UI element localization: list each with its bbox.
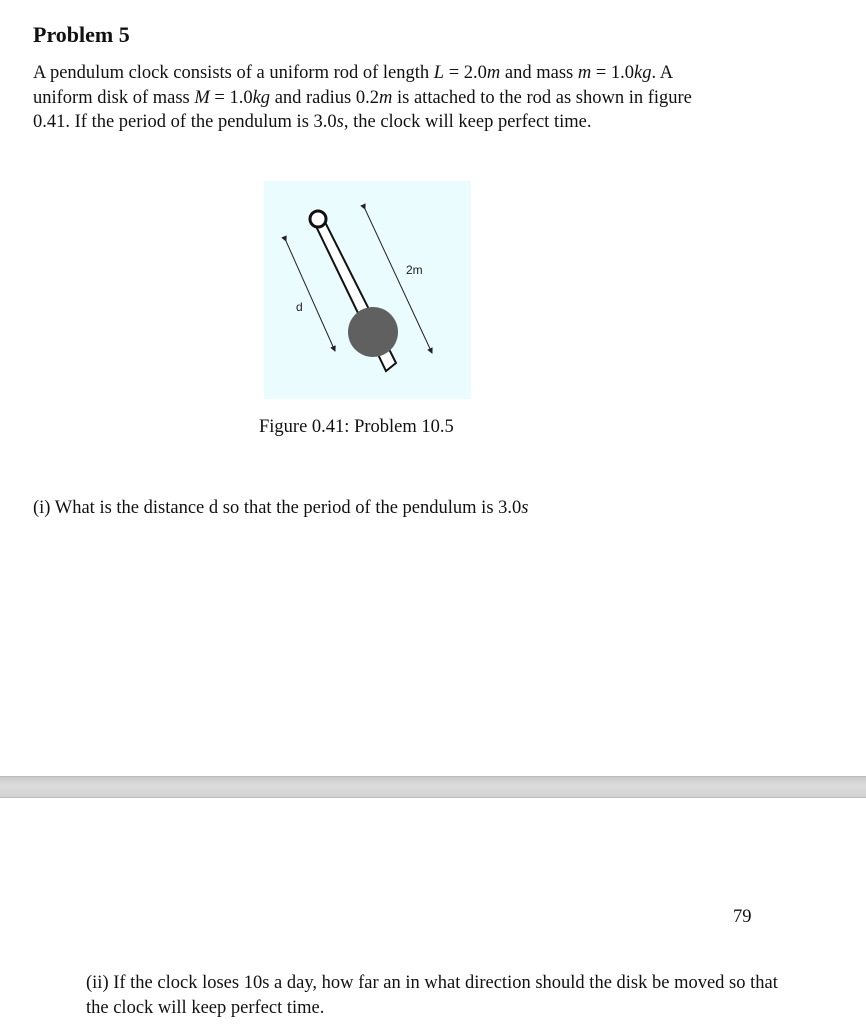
page-number: 79 (733, 907, 752, 927)
pendulum-disk (348, 307, 398, 357)
pendulum-figure (264, 181, 471, 399)
problem-title: Problem 5 (33, 22, 130, 47)
figure-caption: Figure 0.41: Problem 10.5 (259, 417, 454, 437)
distance-d-label: d (296, 300, 303, 314)
pivot-circle (310, 211, 326, 227)
question-1: (i) What is the distance d so that the period of the pendulum is 3.0s (33, 498, 529, 518)
pendulum-diagram (264, 181, 471, 399)
question-2: (ii) If the clock loses 10s a day, how far an in what direction should the disk be moved so that the clock will keep perfect time. (86, 973, 778, 1018)
problem-statement: A pendulum clock consists of a uniform rod of length L = 2.0m and mass m = 1.0kg. A uniform disk of mass M = 1.0kg and radius 0.2m is attached to the rod as shown in figure 0.41. If the period of the pendulum is 3.0s, the clock will keep perfect time. (33, 63, 692, 132)
rod-length-label: 2m (406, 263, 423, 277)
page-divider (0, 776, 866, 798)
distance-d-arrow (286, 241, 335, 351)
